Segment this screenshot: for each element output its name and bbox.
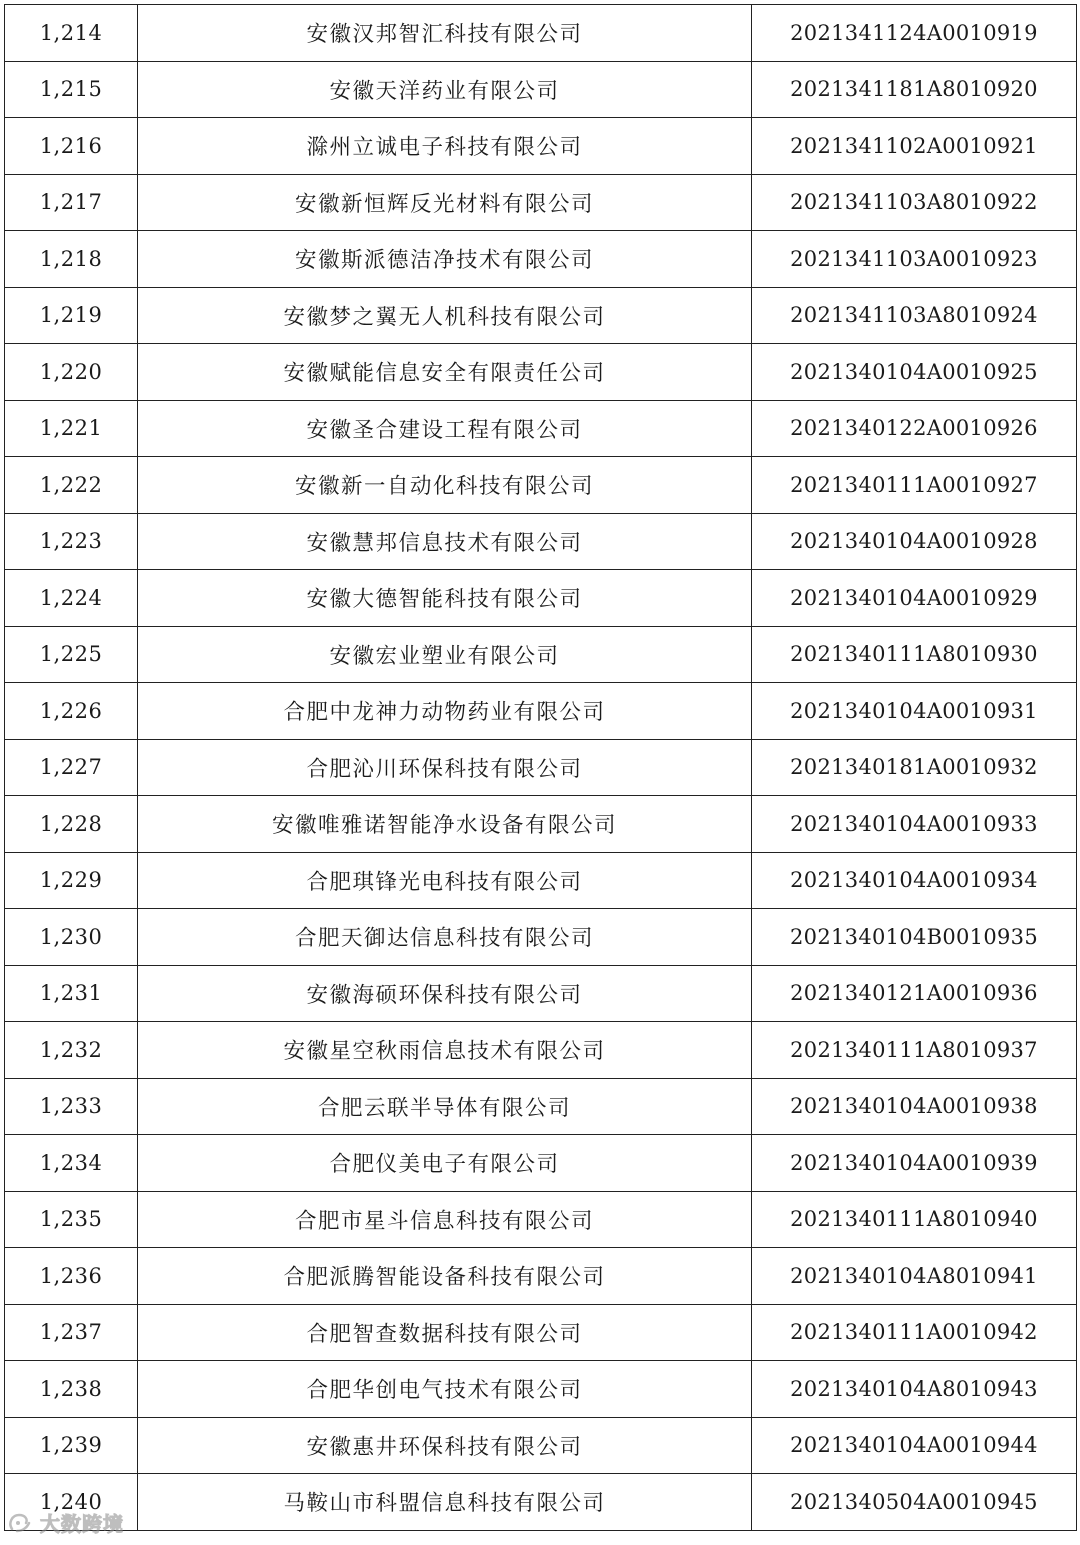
table-row <box>5 118 1077 175</box>
table-row <box>5 231 1077 288</box>
row-number-cell: 1,239 <box>5 1417 138 1474</box>
watermark <box>6 1508 124 1537</box>
company-name-cell: 安徽天洋药业有限公司 <box>138 61 752 118</box>
registration-code-cell: 2021340104A0010933 <box>752 796 1077 853</box>
company-name-cell: 安徽大德智能科技有限公司 <box>138 570 752 627</box>
company-name-cell: 合肥天御达信息科技有限公司 <box>138 909 752 966</box>
registration-code-cell: 2021340111A8010940 <box>752 1191 1077 1248</box>
company-name-cell: 马鞍山市科盟信息科技有限公司 <box>138 1474 752 1531</box>
company-name-cell: 安徽梦之翼无人机科技有限公司 <box>138 287 752 344</box>
company-name-cell: 安徽海硕环保科技有限公司 <box>138 965 752 1022</box>
registration-code-cell: 2021340104A0010939 <box>752 1135 1077 1192</box>
registration-code-cell: 2021340104B0010935 <box>752 909 1077 966</box>
row-number-cell: 1,220 <box>5 344 138 401</box>
registration-code-cell: 2021341103A8010922 <box>752 174 1077 231</box>
registration-code-cell: 2021340111A0010927 <box>752 457 1077 514</box>
row-number-cell: 1,225 <box>5 626 138 683</box>
watermark-text: 大数跨境 <box>40 1512 124 1536</box>
registration-code-cell: 2021340504A0010945 <box>752 1474 1077 1531</box>
table-row <box>5 965 1077 1022</box>
company-name-cell: 安徽惠井环保科技有限公司 <box>138 1417 752 1474</box>
company-name-cell: 安徽圣合建设工程有限公司 <box>138 400 752 457</box>
company-name-cell: 合肥智查数据科技有限公司 <box>138 1304 752 1361</box>
company-table <box>4 4 1077 1531</box>
table-row <box>5 1304 1077 1361</box>
row-number-cell: 1,238 <box>5 1361 138 1418</box>
table-row <box>5 1078 1077 1135</box>
table-row <box>5 1417 1077 1474</box>
company-name-cell: 安徽斯派德洁净技术有限公司 <box>138 231 752 288</box>
table-row <box>5 909 1077 966</box>
company-name-cell: 安徽宏业塑业有限公司 <box>138 626 752 683</box>
company-name-cell: 安徽新一自动化科技有限公司 <box>138 457 752 514</box>
row-number-cell: 1,233 <box>5 1078 138 1135</box>
company-name-cell: 合肥华创电气技术有限公司 <box>138 1361 752 1418</box>
table-row <box>5 796 1077 853</box>
table-row <box>5 683 1077 740</box>
row-number-cell: 1,232 <box>5 1022 138 1079</box>
company-name-cell: 合肥市星斗信息科技有限公司 <box>138 1191 752 1248</box>
table-row <box>5 1191 1077 1248</box>
row-number-cell: 1,217 <box>5 174 138 231</box>
registration-code-cell: 2021340111A8010937 <box>752 1022 1077 1079</box>
row-number-cell: 1,223 <box>5 513 138 570</box>
table-row <box>5 61 1077 118</box>
table-row <box>5 1135 1077 1192</box>
company-name-cell: 合肥云联半导体有限公司 <box>138 1078 752 1135</box>
table-row <box>5 174 1077 231</box>
table-row <box>5 570 1077 627</box>
company-name-cell: 滁州立诚电子科技有限公司 <box>138 118 752 175</box>
registration-code-cell: 2021340181A0010932 <box>752 739 1077 796</box>
row-number-cell: 1,215 <box>5 61 138 118</box>
row-number-cell: 1,240 <box>5 1474 138 1531</box>
table-row <box>5 1248 1077 1305</box>
company-name-cell: 安徽新恒辉反光材料有限公司 <box>138 174 752 231</box>
company-name-cell: 安徽汉邦智汇科技有限公司 <box>138 5 752 62</box>
row-number-cell: 1,235 <box>5 1191 138 1248</box>
table-row <box>5 513 1077 570</box>
row-number-cell: 1,218 <box>5 231 138 288</box>
row-number-cell: 1,224 <box>5 570 138 627</box>
row-number-cell: 1,221 <box>5 400 138 457</box>
row-number-cell: 1,231 <box>5 965 138 1022</box>
company-name-cell: 合肥沁川环保科技有限公司 <box>138 739 752 796</box>
company-name-cell: 安徽星空秋雨信息技术有限公司 <box>138 1022 752 1079</box>
table-body <box>5 5 1077 1531</box>
company-table-container <box>4 4 1077 1531</box>
company-name-cell: 安徽赋能信息安全有限责任公司 <box>138 344 752 401</box>
row-number-cell: 1,236 <box>5 1248 138 1305</box>
registration-code-cell: 2021340104A0010929 <box>752 570 1077 627</box>
brand-logo-icon <box>6 1509 34 1537</box>
company-name-cell: 合肥派腾智能设备科技有限公司 <box>138 1248 752 1305</box>
row-number-cell: 1,228 <box>5 796 138 853</box>
table-row <box>5 287 1077 344</box>
table-row <box>5 1474 1077 1531</box>
company-name-cell: 合肥琪锋光电科技有限公司 <box>138 852 752 909</box>
table-row <box>5 457 1077 514</box>
table-row <box>5 626 1077 683</box>
row-number-cell: 1,219 <box>5 287 138 344</box>
row-number-cell: 1,216 <box>5 118 138 175</box>
registration-code-cell: 2021341103A0010923 <box>752 231 1077 288</box>
company-name-cell: 合肥中龙神力动物药业有限公司 <box>138 683 752 740</box>
registration-code-cell: 2021340104A0010944 <box>752 1417 1077 1474</box>
table-row <box>5 1361 1077 1418</box>
company-name-cell: 安徽唯雅诺智能净水设备有限公司 <box>138 796 752 853</box>
table-row <box>5 344 1077 401</box>
row-number-cell: 1,237 <box>5 1304 138 1361</box>
registration-code-cell: 2021340121A0010936 <box>752 965 1077 1022</box>
registration-code-cell: 2021340122A0010926 <box>752 400 1077 457</box>
table-row <box>5 1022 1077 1079</box>
table-row <box>5 5 1077 62</box>
row-number-cell: 1,229 <box>5 852 138 909</box>
table-row <box>5 852 1077 909</box>
registration-code-cell: 2021341181A8010920 <box>752 61 1077 118</box>
registration-code-cell: 2021340111A8010930 <box>752 626 1077 683</box>
table-row <box>5 400 1077 457</box>
company-name-cell: 合肥仪美电子有限公司 <box>138 1135 752 1192</box>
registration-code-cell: 2021341103A8010924 <box>752 287 1077 344</box>
row-number-cell: 1,226 <box>5 683 138 740</box>
registration-code-cell: 2021340104A0010925 <box>752 344 1077 401</box>
registration-code-cell: 2021340104A8010941 <box>752 1248 1077 1305</box>
table-row <box>5 739 1077 796</box>
row-number-cell: 1,234 <box>5 1135 138 1192</box>
registration-code-cell: 2021340111A0010942 <box>752 1304 1077 1361</box>
registration-code-cell: 2021340104A0010928 <box>752 513 1077 570</box>
registration-code-cell: 2021340104A0010931 <box>752 683 1077 740</box>
row-number-cell: 1,222 <box>5 457 138 514</box>
row-number-cell: 1,227 <box>5 739 138 796</box>
row-number-cell: 1,230 <box>5 909 138 966</box>
registration-code-cell: 2021340104A0010938 <box>752 1078 1077 1135</box>
row-number-cell: 1,214 <box>5 5 138 62</box>
registration-code-cell: 2021340104A0010934 <box>752 852 1077 909</box>
company-name-cell: 安徽慧邦信息技术有限公司 <box>138 513 752 570</box>
registration-code-cell: 2021340104A8010943 <box>752 1361 1077 1418</box>
registration-code-cell: 2021341124A0010919 <box>752 5 1077 62</box>
registration-code-cell: 2021341102A0010921 <box>752 118 1077 175</box>
